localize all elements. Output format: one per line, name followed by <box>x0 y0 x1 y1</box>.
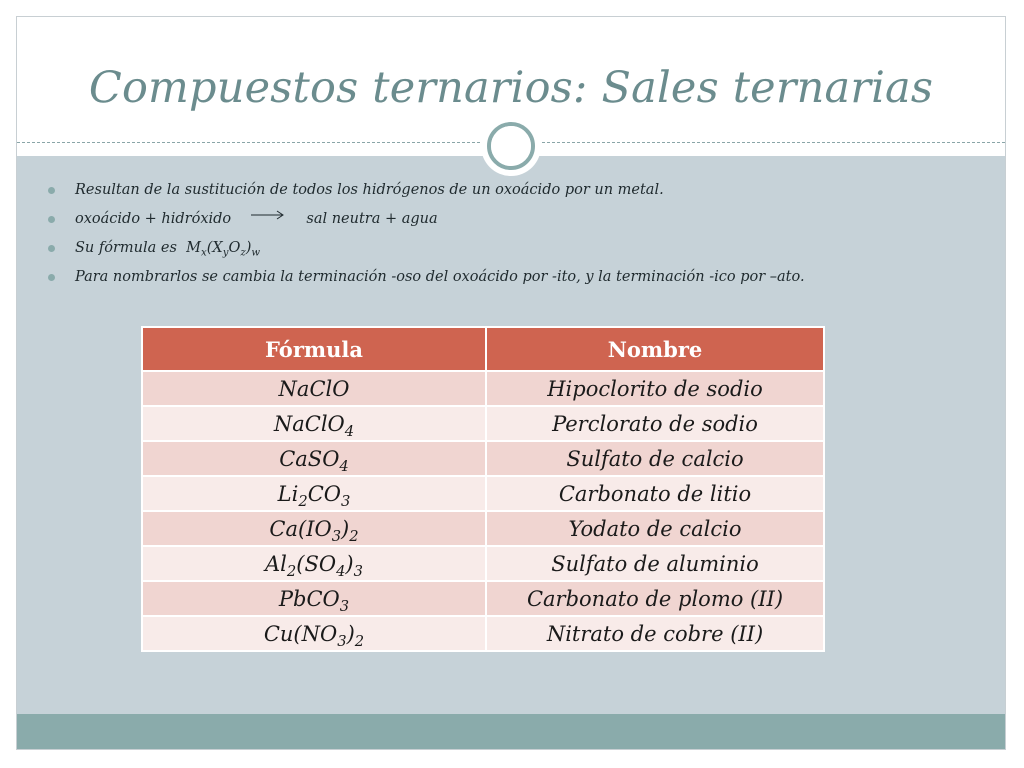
cell-name: Perclorato de sodio <box>486 406 824 441</box>
formula-subscript: 2 <box>286 562 297 580</box>
table-row <box>142 616 824 651</box>
header-name: Nombre <box>486 327 824 371</box>
bullet-dot-icon <box>48 245 55 252</box>
right-arrow-icon <box>250 210 286 220</box>
formula-subscript: 2 <box>349 527 359 545</box>
header-formula: Fórmula <box>142 327 486 371</box>
formula-subscript: 3 <box>339 597 350 615</box>
table-row <box>142 371 824 406</box>
cell-formula <box>142 441 486 476</box>
formula-part: CO <box>307 481 341 506</box>
formula-x: X <box>212 240 223 256</box>
table-body <box>142 371 824 651</box>
formula-subscript: 2 <box>298 492 308 510</box>
table-row <box>142 581 824 616</box>
bullet-text: Para nombrarlos se cambia la terminación -oso del oxoácido por -ito, y la terminación -ico por –ato. <box>75 269 805 285</box>
formula-part: NaClO <box>273 411 345 436</box>
ring-inner <box>491 126 531 166</box>
formula-subscript: 4 <box>339 457 349 475</box>
cell-name: Nitrato de cobre (II) <box>486 616 824 651</box>
bullet-text: Resultan de la sustitución de todos los hidrógenos de un oxoácido por un metal. <box>75 182 664 198</box>
cell-formula <box>142 511 486 546</box>
cell-name: Sulfato de aluminio <box>486 546 824 581</box>
formula-part: Cu(NO <box>263 621 338 646</box>
cell-name: Hipoclorito de sodio <box>486 371 824 406</box>
bullet-item <box>42 207 962 236</box>
reaction-left: oxoácido + hidróxido <box>75 211 232 227</box>
formula-subscript: 2 <box>354 632 365 650</box>
cell-formula <box>142 371 486 406</box>
formula-part: ) <box>346 621 355 646</box>
formula-part: CaSO <box>279 446 340 471</box>
formula-sub-w: w <box>251 247 261 259</box>
formula-part: Al <box>265 551 287 576</box>
cell-name: Carbonato de litio <box>486 476 824 511</box>
formula-part: ) <box>341 516 350 541</box>
bullet-dot-icon <box>48 274 55 281</box>
footer-bar <box>17 714 1005 749</box>
cell-name: Yodato de calcio <box>486 511 824 546</box>
cell-formula <box>142 406 486 441</box>
cell-formula <box>142 616 486 651</box>
formula-subscript: 4 <box>344 422 355 440</box>
general-formula <box>186 240 261 259</box>
bullet-dot-icon <box>48 216 55 223</box>
formula-subscript: 3 <box>353 562 363 580</box>
table-row <box>142 511 824 546</box>
formula-part: PbCO <box>278 586 340 611</box>
bullet-list <box>42 178 962 294</box>
circle-ring-icon <box>481 116 541 176</box>
formula-sub-z: z <box>240 247 246 259</box>
formula-o: O <box>228 240 241 256</box>
slide-title: Compuestos ternarios: Sales ternarias <box>88 63 934 113</box>
formula-sub-y: y <box>222 247 229 259</box>
bullet-dot-icon <box>48 187 55 194</box>
cell-name: Carbonato de plomo (II) <box>486 581 824 616</box>
table-row <box>142 441 824 476</box>
formula-close-paren: ) <box>245 240 252 256</box>
cell-formula <box>142 476 486 511</box>
table-header-row <box>142 327 824 371</box>
formula-subscript: 3 <box>340 492 351 510</box>
formula-part: Ca(IO <box>269 516 332 541</box>
table-row <box>142 476 824 511</box>
cell-name: Sulfato de calcio <box>486 441 824 476</box>
formula-subscript: 4 <box>336 562 346 580</box>
formula-subscript: 3 <box>331 527 342 545</box>
formula-open-paren: ( <box>206 240 213 256</box>
formula-subscript: 3 <box>337 632 347 650</box>
bullet-item <box>42 178 962 207</box>
bullet-item <box>42 236 962 265</box>
formula-m: M <box>186 240 201 256</box>
cell-formula <box>142 581 486 616</box>
formula-part: (SO <box>296 551 337 576</box>
formula-part: NaClO <box>278 376 350 401</box>
table-row <box>142 546 824 581</box>
formula-part: ) <box>345 551 354 576</box>
bullet-item <box>42 265 962 294</box>
salts-table <box>141 326 825 652</box>
cell-formula <box>142 546 486 581</box>
reaction-right: sal neutra + agua <box>306 211 438 227</box>
formula-part: Li <box>277 481 299 506</box>
table-row <box>142 406 824 441</box>
formula-sub-x: x <box>201 247 207 259</box>
formula-intro: Su fórmula es <box>75 240 187 256</box>
